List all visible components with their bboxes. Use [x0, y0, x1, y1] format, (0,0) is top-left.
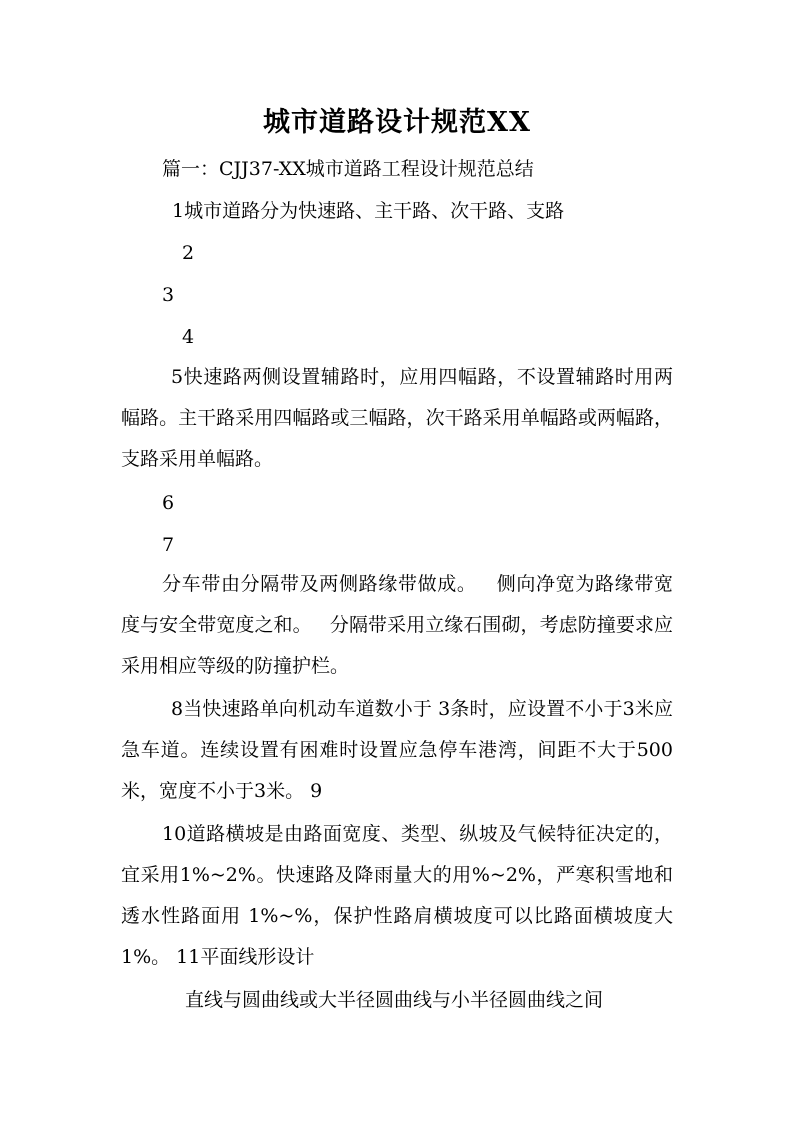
paragraph-last: 直线与圆曲线或大半径圆曲线与小半径圆曲线之间: [185, 989, 604, 1011]
paragraph-5: 5快速路两侧设置辅路时，应用四幅路，不设置辅路时用两幅路。主干路采用四幅路或三幅路，次干路采用单幅路或两幅路，支路采用单幅路。: [121, 366, 673, 470]
paragraph-10: 10道路横坡是由路面宽度、类型、纵坡及气候特征决定的，宜采用1%~2%。快速路及降雨量大的用%~2%，严寒积雪地和透水性路面用 1%~%，保护性路肩横坡度可以比路面横坡度大1%。 11平面线形设计: [121, 823, 673, 968]
item-1: 1城市道路分为快速路、主干路、次干路、支路: [172, 200, 565, 222]
document-title: 城市道路设计规范XX: [263, 107, 531, 138]
item-4: 4: [182, 326, 195, 348]
item-7: 7: [162, 534, 175, 556]
paragraph-8: 8当快速路单向机动车道数小于 3条时，应设置不小于3米应急车道。连续设置有困难时设置应急停车港湾，间距不大于500米，宽度不小于3米。 9: [121, 698, 673, 802]
paragraph-divider-strip: 分车带由分隔带及两侧路缘带做成。 侧向净宽为路缘带宽度与安全带宽度之和。 分隔带采用立缘石围砌，考虑防撞要求应采用相应等级的防撞护栏。: [121, 573, 673, 677]
item-6: 6: [162, 492, 175, 514]
item-2: 2: [182, 242, 195, 264]
item-3: 3: [162, 284, 175, 306]
heading-line: 篇一：CJJ37-XX城市道路工程设计规范总结: [162, 158, 534, 180]
